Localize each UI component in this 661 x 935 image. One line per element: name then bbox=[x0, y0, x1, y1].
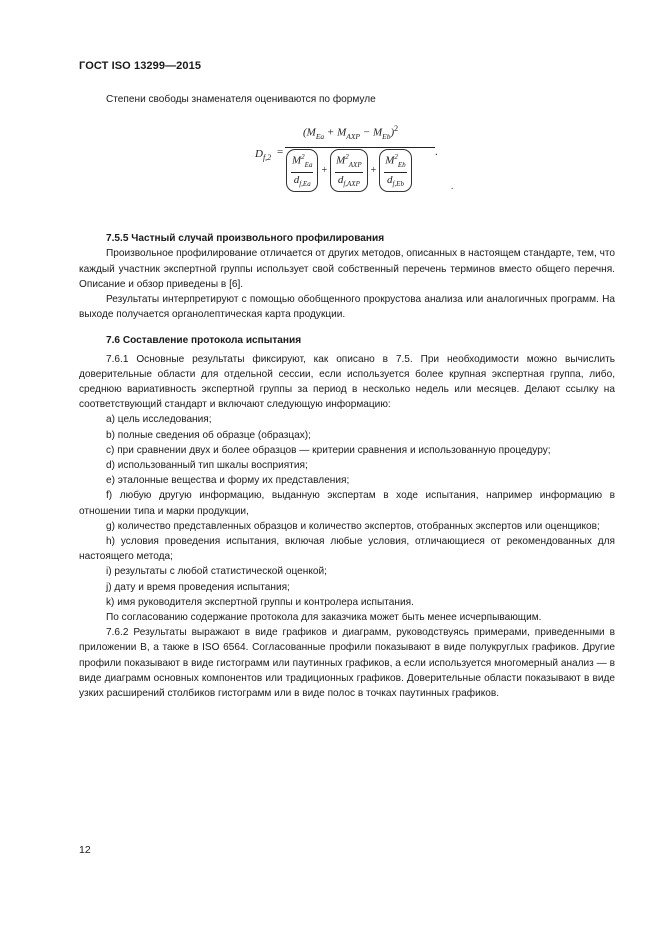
formula-mark: . bbox=[451, 181, 454, 192]
list-item-c: c) при сравнении двух и более образцов — критерии сравнения и использованную процедуру; bbox=[106, 444, 551, 456]
formula-term-ea: $\frac{M^2_{Ea}}{d_{f,Ea}}$ bbox=[286, 149, 318, 192]
formula-end-dot: . bbox=[435, 146, 438, 159]
list-item-e: e) эталонные вещества и форму их представления; bbox=[106, 475, 350, 487]
formula-numerator: $(M_{Ea} + M_{AXP} - M_{Eb})^2$ bbox=[303, 124, 399, 142]
formula-intro: Степени свободы знаменателя оцениваются по формуле bbox=[106, 94, 376, 105]
page-number: 12 bbox=[79, 844, 91, 856]
section-7-6-2-paragraph: 7.6.2 Результаты выражают в виде графиков и диаграмм, руководствуясь примерами, приведенными в приложении В, а также в ISO 6564. Согласованные профили показывают в виде полукруглых графиков. Другие профили показывают в виде гистограмм или паутинных графиков, а если используется многомерный анализ — в виде диаграмм основных компонентов или традиционных графиков. Доверительные области показывают в виде узких расширений столбиков гистограмм или в виде полос в точках паутинных графиков. bbox=[79, 627, 615, 700]
formula-degrees-of-freedom bbox=[79, 107, 615, 197]
formula-term-eb: $\frac{M^2_{Eb}}{d_{f,Eb}}$ bbox=[379, 149, 411, 192]
section-7-5-5-paragraph-1: Произвольное профилирование отличается от других методов, описанных в настоящем стандарте, тем, что каждый участник экспертной группы использует свой собственный перечень терминов вместо общего перечня. Описание и обзор приведены в [6]. bbox=[79, 248, 615, 290]
list-item-i: i) результаты с любой статистической оценкой; bbox=[106, 566, 327, 578]
document-header: ГОСТ ISO 13299—2015 bbox=[79, 60, 202, 72]
list-item-k: k) имя руководителя экспертной группы и контролера испытания. bbox=[106, 596, 414, 608]
list-item-a: a) цель исследования; bbox=[106, 414, 212, 426]
formula-equals: = bbox=[277, 146, 284, 159]
list-item-f: f) любую другую информацию, выданную экспертам в ходе испытания, например информацию в отношении типа и марки продукции, bbox=[79, 490, 615, 517]
list-item-j: j) дату и время проведения испытания; bbox=[106, 581, 290, 593]
formula-denominator: $\frac{M^2_{Ea}}{d_{f,Ea}}$ + $\frac{M^2_{AXP}}{d_{f,AXP}}$ + $\frac{M^2_{Eb}}{d_{f,Eb}}$ bbox=[285, 149, 413, 192]
document-body bbox=[79, 92, 615, 701]
section-7-6-heading: 7.6 Составление протокола испытания bbox=[106, 335, 302, 347]
formula-fraction-bar bbox=[285, 147, 435, 148]
list-item-g: g) количество представленных образцов и количество экспертов, отобранных экспертов или оценщиков; bbox=[106, 520, 600, 532]
formula-term-axp: $\frac{M^2_{AXP}}{d_{f,AXP}}$ bbox=[330, 149, 368, 192]
section-7-6-1-paragraph: 7.6.1 Основные результаты фиксируют, как описано в 7.5. При необходимости можно вычислить доверительные области для отдельной сессии, если используется более крупная экспертная группа, либо, среднюю вариативность экспертной группы за период в несколько недель или месяцев. Делают ссылку на соответствующий стандарт и включают следующую информацию: bbox=[79, 353, 615, 411]
list-item-d: d) использованный тип шкалы восприятия; bbox=[106, 460, 308, 472]
agreement-note: По согласованию содержание протокола для заказчика может быть менее исчерпывающим. bbox=[106, 612, 542, 624]
section-7-5-5-paragraph-2: Результаты интерпретируют с помощью обобщенного прокрустова анализа или аналогичных программ. На выходе получается органолептическая карта продукции. bbox=[79, 294, 615, 321]
list-item-b: b) полные сведения об образце (образцах); bbox=[106, 429, 311, 441]
section-7-5-5-heading: 7.5.5 Частный случай произвольного профилирования bbox=[106, 233, 385, 245]
list-item-h: h) условия проведения испытания, включая любые условия, отличающиеся от рекомендованных для настоящего метода; bbox=[79, 536, 615, 563]
formula-lhs: $D_{f,2}$ bbox=[255, 148, 272, 163]
